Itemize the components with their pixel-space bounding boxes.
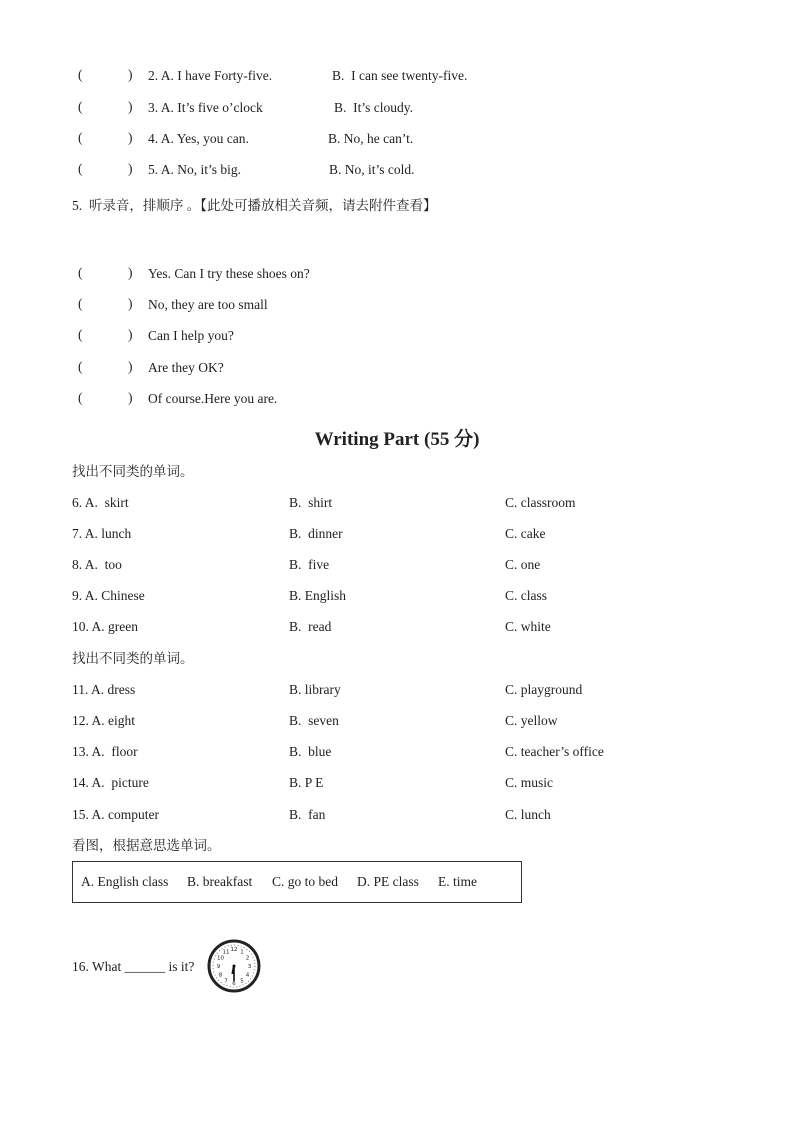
option-b: B. P E <box>289 775 324 790</box>
option-c: C. classroom <box>505 495 576 510</box>
answer-paren-open: ( <box>78 390 83 405</box>
option-b: B. It’s cloudy. <box>334 100 413 115</box>
option-a: 8. A. too <box>72 557 122 572</box>
word-bank-item: D. PE class <box>357 874 419 889</box>
option-c: C. teacher’s office <box>505 744 604 759</box>
svg-text:9: 9 <box>216 964 221 970</box>
svg-text:3: 3 <box>247 964 252 970</box>
answer-paren-close: ) <box>128 265 133 280</box>
answer-paren-close: ) <box>128 359 133 374</box>
word-bank-item: C. go to bed <box>272 874 338 889</box>
option-b: B. blue <box>289 744 332 759</box>
answer-paren-open: ( <box>78 161 83 176</box>
svg-text:1: 1 <box>240 949 244 956</box>
item-text: No, they are too small <box>148 297 268 312</box>
answer-paren-close: ) <box>128 296 133 311</box>
answer-paren-open: ( <box>78 296 83 311</box>
svg-text:12: 12 <box>230 947 238 953</box>
item-text: Of course.Here you are. <box>148 391 278 406</box>
option-a: 14. A. picture <box>72 775 149 790</box>
option-b: B. five <box>289 557 330 572</box>
item-text: Yes. Can I try these shoes on? <box>148 266 310 281</box>
option-a: 15. A. computer <box>72 807 159 822</box>
word-bank-box <box>72 861 522 903</box>
clock-icon <box>207 939 261 993</box>
section-heading: 找出不同类的单词。 <box>72 651 194 666</box>
question-heading: 5. 听录音，排顺序 。【此处可播放相关音频，请去附件查看】 <box>72 198 437 213</box>
svg-text:4: 4 <box>245 972 250 979</box>
option-b: B. dinner <box>289 526 343 541</box>
answer-paren-open: ( <box>78 130 83 145</box>
option-a: 2. A. I have Forty-five. <box>148 68 273 83</box>
option-b: B. No, it’s cold. <box>329 162 415 177</box>
section-heading: 看图，根据意思选单词。 <box>72 838 221 853</box>
option-a: 12. A. eight <box>72 713 135 728</box>
option-b: B. I can see twenty-five. <box>332 68 468 83</box>
svg-text:10: 10 <box>217 955 224 962</box>
option-c: C. lunch <box>505 807 551 822</box>
option-c: C. cake <box>505 526 546 541</box>
answer-paren-close: ) <box>128 327 133 342</box>
svg-text:2: 2 <box>245 955 250 962</box>
word-bank-item: E. time <box>438 874 477 889</box>
question-16: 16. What ______ is it? <box>72 959 195 974</box>
option-a: 6. A. skirt <box>72 495 129 510</box>
option-c: C. white <box>505 619 551 634</box>
option-c: C. playground <box>505 682 583 697</box>
answer-paren-close: ) <box>128 390 133 405</box>
option-a: 10. A. green <box>72 619 138 634</box>
option-a: 13. A. floor <box>72 744 138 759</box>
answer-paren-open: ( <box>78 265 83 280</box>
answer-paren-open: ( <box>78 327 83 342</box>
item-text: Are they OK? <box>148 360 224 375</box>
option-a: 9. A. Chinese <box>72 588 145 603</box>
answer-paren-close: ) <box>128 161 133 176</box>
answer-paren-close: ) <box>128 130 133 145</box>
option-c: C. class <box>505 588 547 603</box>
word-bank-item: B. breakfast <box>187 874 253 889</box>
option-b: B. English <box>289 588 347 603</box>
option-b: B. fan <box>289 807 326 822</box>
answer-paren-open: ( <box>78 99 83 114</box>
answer-paren-open: ( <box>78 359 83 374</box>
section-heading: 找出不同类的单词。 <box>72 464 194 479</box>
option-a: 7. A. lunch <box>72 526 132 541</box>
option-a: 5. A. No, it’s big. <box>148 162 242 177</box>
option-a: 11. A. dress <box>72 682 136 697</box>
svg-text:11: 11 <box>222 949 230 956</box>
option-a: 4. A. Yes, you can. <box>148 131 249 146</box>
option-c: C. one <box>505 557 541 572</box>
svg-text:5: 5 <box>240 978 244 985</box>
section-title: Writing Part (55 分) <box>314 429 480 450</box>
option-c: C. yellow <box>505 713 558 728</box>
word-bank-item: A. English class <box>81 874 169 889</box>
answer-paren-close: ) <box>128 67 133 82</box>
option-b: B. No, he can’t. <box>328 131 414 146</box>
answer-paren-open: ( <box>78 67 83 82</box>
option-c: C. music <box>505 775 554 790</box>
option-b: B. library <box>289 682 341 697</box>
svg-text:6: 6 <box>232 981 236 987</box>
svg-text:7: 7 <box>224 978 228 985</box>
item-text: Can I help you? <box>148 328 234 343</box>
svg-text:8: 8 <box>218 972 223 979</box>
option-b: B. shirt <box>289 495 333 510</box>
option-b: B. read <box>289 619 332 634</box>
option-b: B. seven <box>289 713 339 728</box>
option-a: 3. A. It’s five o’clock <box>148 100 263 115</box>
answer-paren-close: ) <box>128 99 133 114</box>
